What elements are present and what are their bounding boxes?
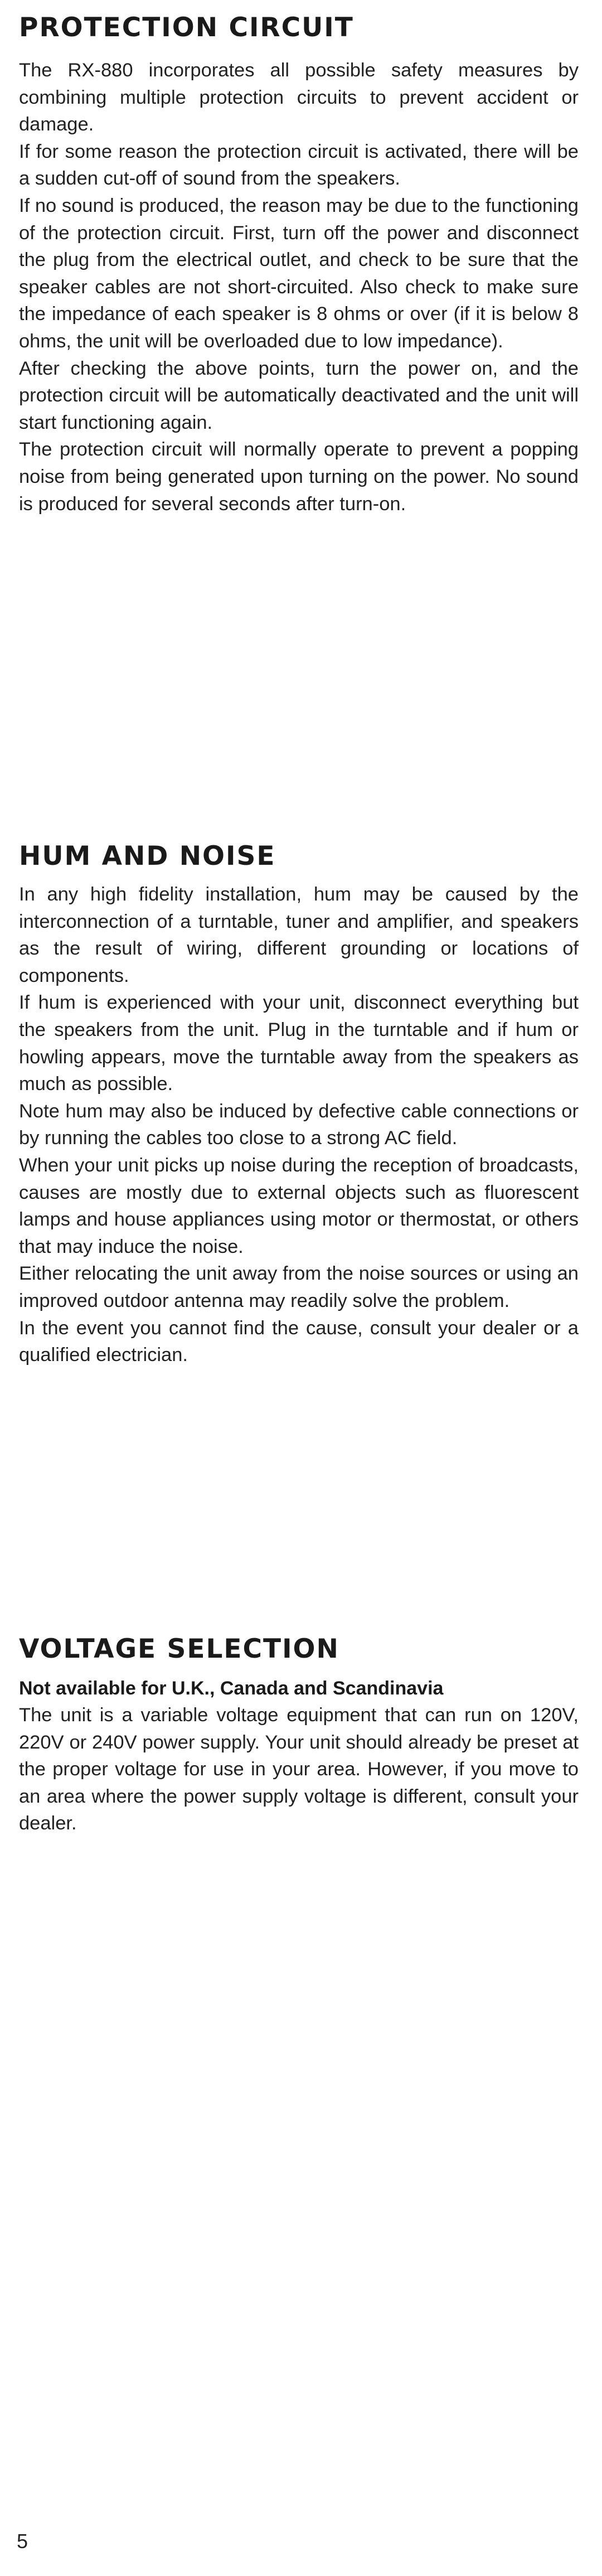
voltage-selection-section bbox=[19, 1634, 579, 1837]
page-number: 5 bbox=[17, 2530, 28, 2553]
voltage-selection-heading: VOLTAGE SELECTION bbox=[19, 1634, 339, 1664]
hum-and-noise-heading: HUM AND NOISE bbox=[19, 841, 276, 871]
protection-circuit-heading: PROTECTION CIRCUIT bbox=[19, 12, 354, 43]
hum-and-noise-section bbox=[19, 841, 579, 1369]
protection-circuit-text: The RX-880 incorporates all possible safety measures by combining multiple protection circuits to prevent accident or damage. If for some reason the protection circuit is activated, there will be a sudden cut-off of sound from the speakers. If no sound is produced, the reason may be due to the functioning of the protection circuit. First, turn off the power and disconnect the plug from the electrical outlet, and check to be sure that the speaker cables are not short-circuited. Also check to make sure the impedance of each speaker is 8 ohms or over (if it is below 8 ohms, the unit will be overloaded due to low impedance). After checking the above points, turn the power on, and the protection circuit will be automatically deactivated and the unit will start functioning again. The protection circuit will normally operate to prevent a popping noise from being generated upon turning on the power. No sound is produced for several seconds after turn-on. bbox=[19, 60, 579, 515]
protection-circuit-section bbox=[19, 12, 579, 517]
voltage-selection-text: The unit is a variable voltage equipment that can run on 120V, 220V or 240V power supply. Your unit should already be preset at the proper voltage for use in your area. However, if you move to an area where the power supply voltage is different, consult your dealer. bbox=[19, 1705, 579, 1834]
voltage-availability-note: Not available for U.K., Canada and Scandinavia bbox=[19, 1678, 444, 1699]
hum-and-noise-text: In any high fidelity installation, hum may be caused by the interconnection of a turntable, tuner and amplifier, and speakers as the result of wiring, different grounding or locations of components. If hum is experienced with your unit, disconnect everything but the speakers from the unit. Plug in the turntable and if hum or howling appears, move the turntable away from the speakers as much as possible. Note hum may also be induced by defective cable connections or by running the cables too close to a strong AC field. When your unit picks up noise during the reception of broadcasts, causes are mostly due to external objects such as fluorescent lamps and house appliances using motor or thermostat, or others that may induce the noise. Either relocating the unit away from the noise sources or using an improved outdoor antenna may readily solve the problem. In the event you cannot find the cause, consult your dealer or a qualified electrician. bbox=[19, 884, 579, 1366]
